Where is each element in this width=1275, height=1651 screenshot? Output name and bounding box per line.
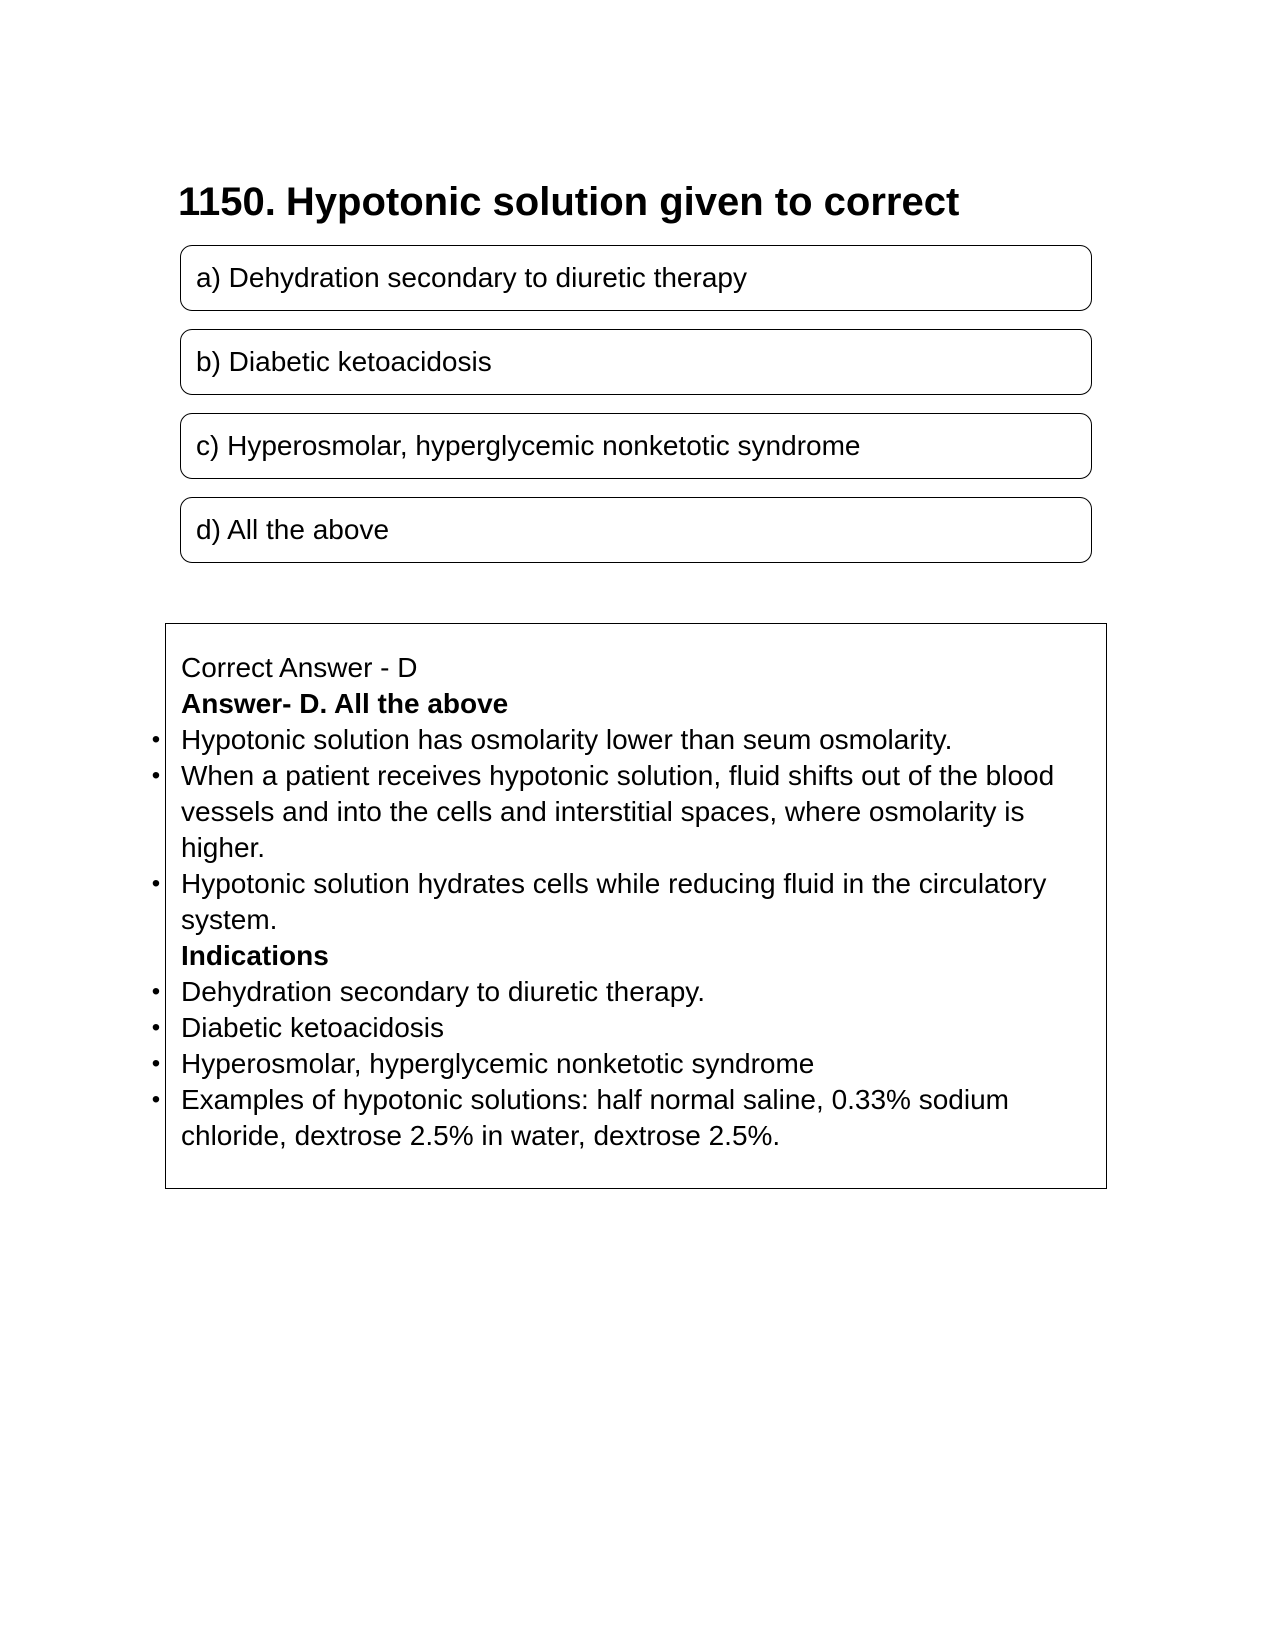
list-item [151,974,1101,1010]
list-item-text: Dehydration secondary to diuretic therapy. [181,976,705,1007]
list-item-text: Hypotonic solution hydrates cells while reducing fluid in the circulatory system. [181,868,1047,935]
option-b[interactable]: b) Diabetic ketoacidosis [180,329,1092,395]
list-item-text: Examples of hypotonic solutions: half normal saline, 0.33% sodium chloride, dextrose 2.5% in water, dextrose 2.5%. [181,1084,1009,1151]
list-item-text: Hyperosmolar, hyperglycemic nonketotic syndrome [181,1048,815,1079]
list-item-text: Diabetic ketoacidosis [181,1012,445,1043]
bullet-icon: • [151,1086,161,1113]
explanation-list [151,722,1101,938]
correct-answer-line: Correct Answer - D [181,652,418,683]
option-c[interactable]: c) Hyperosmolar, hyperglycemic nonketotic syndrome [180,413,1092,479]
question-text: Hypotonic solution given to correct [285,180,960,224]
bullet-icon: • [151,1014,161,1041]
list-item [151,1010,1101,1046]
question-title [178,178,959,226]
list-item [151,722,1101,758]
answer-heading: Answer- D. All the above [181,688,509,719]
question-number: 1150. [178,180,276,224]
list-item [151,758,1101,866]
option-a[interactable]: a) Dehydration secondary to diuretic therapy [180,245,1092,311]
indications-heading: Indications [181,940,329,971]
list-item [151,866,1101,938]
list-item [151,1082,1101,1154]
indications-list [151,974,1101,1154]
list-item-text: Hypotonic solution has osmolarity lower than seum osmolarity. [181,724,953,755]
option-d[interactable]: d) All the above [180,497,1092,563]
bullet-icon: • [151,762,161,789]
answer-explanation [151,650,1101,1154]
bullet-icon: • [151,870,161,897]
list-item-text: When a patient receives hypotonic solution, fluid shifts out of the blood vessels and into the cells and interstitial spaces, where osmolarity is higher. [181,760,1055,863]
list-item [151,1046,1101,1082]
bullet-icon: • [151,1050,161,1077]
bullet-icon: • [151,726,161,753]
bullet-icon: • [151,978,161,1005]
